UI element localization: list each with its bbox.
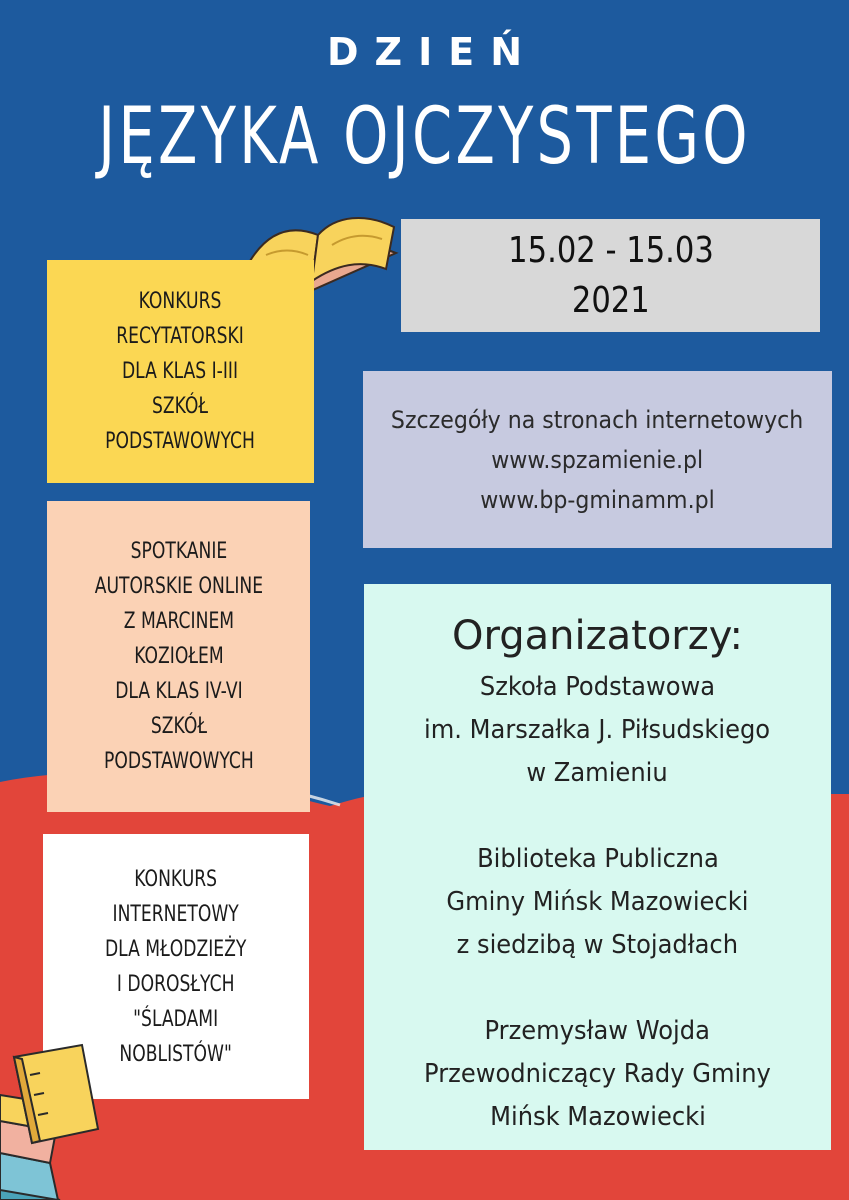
date-range: 15.02 - 15.03 [507, 229, 714, 271]
organizer-line: w Zamieniu [526, 758, 669, 788]
title-main: JĘZYKA OJCZYSTEGO [98, 92, 751, 182]
date-year: 2021 [571, 279, 650, 321]
organizer-line: Przewodniczący Rady Gminy [424, 1059, 771, 1089]
organizer-line: Biblioteka Publiczna [476, 844, 719, 874]
organizer-line: Gminy Mińsk Mazowiecki [446, 887, 749, 917]
details-line: Szczegóły na stronach internetowych [391, 405, 804, 434]
event-author-meeting [47, 501, 310, 812]
organizer-line: Szkoła Podstawowa [479, 672, 716, 702]
book-stack-icon [0, 1035, 120, 1200]
details-box [363, 371, 832, 548]
event-recitation-contest [47, 260, 314, 483]
title-day: DZIEŃ [327, 30, 538, 74]
event-author-meeting-text: SPOTKANIE AUTORSKIE ONLINE Z MARCINEM KOZIOŁEM DLA KLAS IV-VI SZKÓŁ PODSTAWOWYCH [94, 539, 263, 774]
organizers-box [364, 584, 831, 1150]
website-link-bp-gminamm[interactable]: www.bp-gminamm.pl [480, 485, 715, 514]
event-recitation-text: KONKURS RECYTATORSKI DLA KLAS I-III SZKÓŁ PODSTAWOWYCH [105, 289, 256, 454]
organizers-heading: Organizatorzy: [452, 613, 743, 659]
organizer-line: im. Marszałka J. Piłsudskiego [424, 715, 771, 745]
date-box [401, 219, 820, 332]
organizer-line: Mińsk Mazowiecki [489, 1102, 706, 1132]
event-internet-contest-text: KONKURS INTERNETOWY DLA MŁODZIEŻY I DOROSŁYCH "ŚLADAMI NOBLISTÓW" [105, 866, 247, 1067]
website-link-spzamienie[interactable]: www.spzamienie.pl [491, 445, 704, 474]
organizer-line: Przemysław Wojda [484, 1016, 711, 1046]
organizer-line: z siedzibą w Stojadłach [456, 930, 739, 960]
